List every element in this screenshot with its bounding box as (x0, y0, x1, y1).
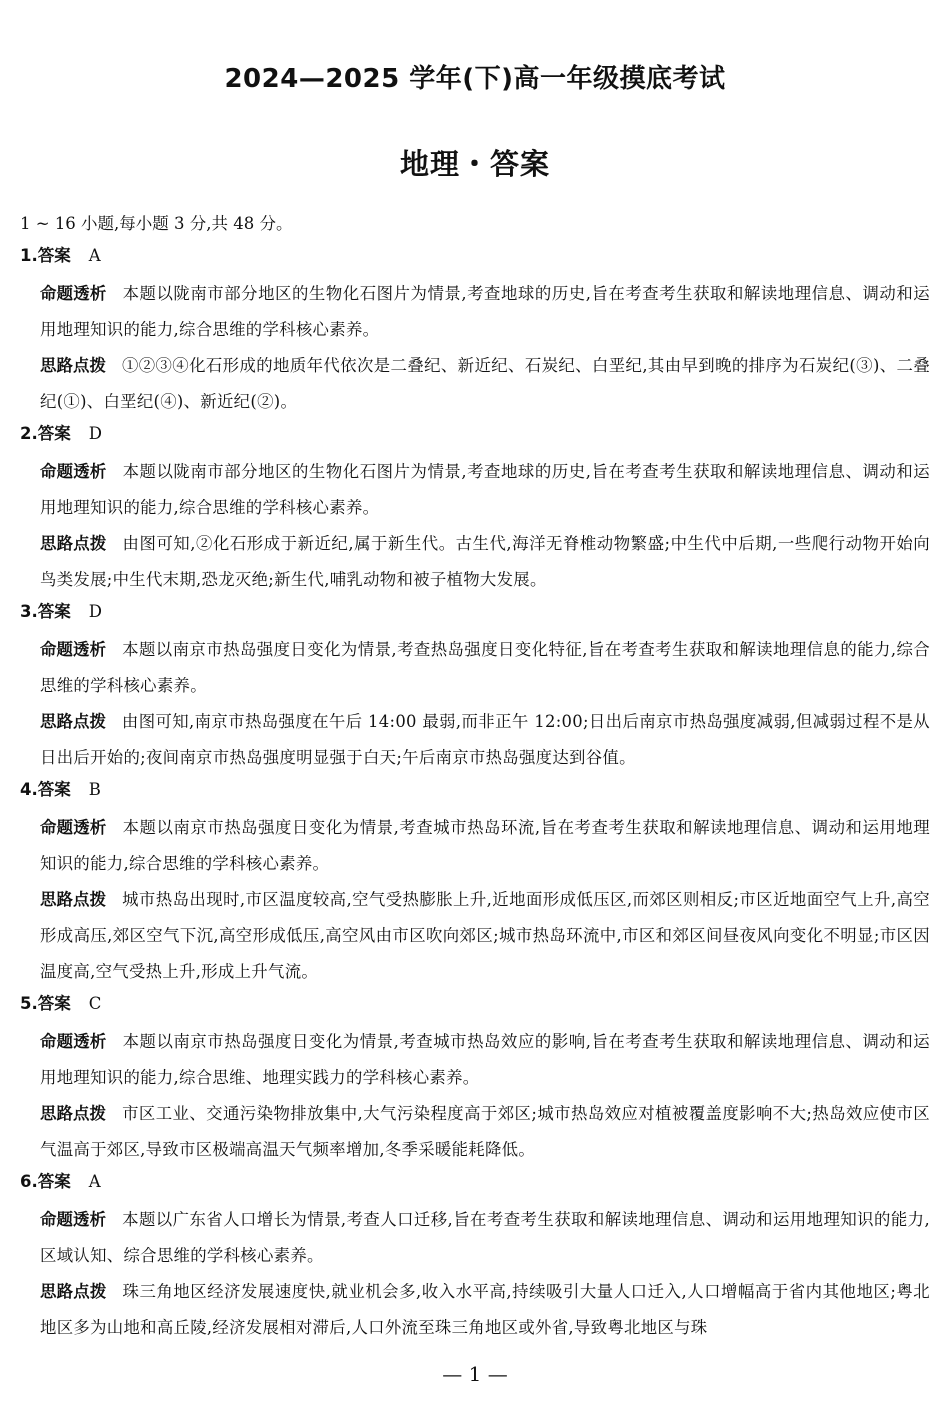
answer-label: 答案 (37, 602, 71, 621)
page-number: — 1 — (442, 1362, 508, 1386)
question-number: 3. (20, 602, 38, 621)
answer-choice: A (88, 246, 101, 265)
hint-text: ①②③④化石形成的地质年代依次是二叠纪、新近纪、石炭纪、白垩纪,其由早到晚的排序为石炭纪(③)、二叠纪(①)、白垩纪(④)、新近纪(②)。 (40, 356, 931, 411)
answer-choice: D (88, 424, 102, 443)
subject-title: 地理・答案 (399, 147, 550, 181)
answer-content (20, 212, 930, 1346)
hint-paragraph (20, 704, 930, 776)
analysis-label: 命题透析 (40, 1210, 107, 1229)
analysis-text: 本题以南京市热岛强度日变化为情景,考查热岛强度日变化特征,旨在考查考生获取和解读地理信息的能力,综合思维的学科核心素养。 (40, 640, 930, 695)
analysis-paragraph (20, 276, 930, 348)
question-number: 5. (20, 994, 38, 1013)
analysis-paragraph (20, 454, 930, 526)
exam-title: 2024—2025 学年(下)高一年级摸底考试 (224, 64, 726, 94)
question-item (20, 1170, 930, 1346)
answer-choice: A (88, 1172, 101, 1191)
answer-choice: C (88, 994, 102, 1013)
hint-paragraph (20, 348, 930, 420)
hint-label: 思路点拨 (40, 534, 107, 553)
answer-label: 答案 (37, 1172, 71, 1191)
hint-label: 思路点拨 (40, 712, 106, 731)
analysis-paragraph (20, 632, 930, 704)
hint-label: 思路点拨 (40, 1104, 107, 1123)
analysis-text: 本题以南京市热岛强度日变化为情景,考查城市热岛效应的影响,旨在考查考生获取和解读地理信息、调动和运用地理知识的能力,综合思维、地理实践力的学科核心素养。 (40, 1032, 930, 1087)
question-item (20, 992, 930, 1168)
analysis-paragraph (20, 810, 930, 882)
analysis-label: 命题透析 (40, 640, 107, 659)
question-number: 6. (20, 1172, 38, 1191)
hint-paragraph (20, 1274, 930, 1346)
question-item (20, 600, 930, 776)
analysis-label: 命题透析 (40, 462, 107, 481)
answer-label: 答案 (37, 994, 71, 1013)
analysis-text: 本题以陇南市部分地区的生物化石图片为情景,考查地球的历史,旨在考查考生获取和解读地理信息、调动和运用地理知识的能力,综合思维的学科核心素养。 (40, 284, 930, 339)
answer-choice: D (88, 602, 102, 621)
question-number: 2. (20, 424, 38, 443)
question-item (20, 244, 930, 420)
question-answer-line (20, 992, 930, 1016)
hint-paragraph (20, 882, 930, 990)
analysis-text: 本题以陇南市部分地区的生物化石图片为情景,考查地球的历史,旨在考查考生获取和解读地理信息、调动和运用地理知识的能力,综合思维的学科核心素养。 (40, 462, 930, 517)
answer-label: 答案 (37, 246, 71, 265)
question-answer-line (20, 600, 930, 624)
question-number: 4. (20, 780, 38, 799)
hint-text: 由图可知,南京市热岛强度在午后 14:00 最弱,而非正午 12:00;日出后南京市热岛强度减弱,但减弱过程不是从日出后开始的;夜间南京市热岛强度明显强于白天;午后南京市热岛强度达到谷值。 (40, 712, 930, 767)
analysis-paragraph (20, 1202, 930, 1274)
question-number: 1. (20, 246, 38, 265)
analysis-text: 本题以南京市热岛强度日变化为情景,考查城市热岛环流,旨在考查考生获取和解读地理信息、调动和运用地理知识的能力,综合思维的学科核心素养。 (40, 818, 930, 873)
question-answer-line (20, 1170, 930, 1194)
question-item (20, 422, 930, 598)
answer-label: 答案 (37, 424, 71, 443)
hint-label: 思路点拨 (40, 356, 106, 375)
hint-text: 城市热岛出现时,市区温度较高,空气受热膨胀上升,近地面形成低压区,而郊区则相反;市区近地面空气上升,高空形成高压,郊区空气下沉,高空形成低压,高空风由市区吹向郊区;城市热岛环流中,市区和郊区间昼夜风向变化不明显;市区因温度高,空气受热上升,形成上升气流。 (40, 890, 930, 981)
hint-paragraph (20, 526, 930, 598)
analysis-label: 命题透析 (40, 284, 107, 303)
answer-choice: B (88, 780, 101, 799)
hint-text: 市区工业、交通污染物排放集中,大气污染程度高于郊区;城市热岛效应对植被覆盖度影响不大;热岛效应使市区气温高于郊区,导致市区极端高温天气频率增加,冬季采暖能耗降低。 (40, 1104, 930, 1159)
hint-label: 思路点拨 (40, 890, 107, 909)
question-answer-line (20, 778, 930, 802)
analysis-paragraph (20, 1024, 930, 1096)
question-answer-line (20, 422, 930, 446)
analysis-text: 本题以广东省人口增长为情景,考查人口迁移,旨在考查考生获取和解读地理信息、调动和运用地理知识的能力,区域认知、综合思维的学科核心素养。 (40, 1210, 930, 1265)
hint-label: 思路点拨 (40, 1282, 107, 1301)
question-list (20, 244, 930, 1346)
hint-text: 珠三角地区经济发展速度快,就业机会多,收入水平高,持续吸引大量人口迁入,人口增幅高于省内其他地区;粤北地区多为山地和高丘陵,经济发展相对滞后,人口外流至珠三角地区或外省,导致粤北地区与珠 (40, 1282, 930, 1337)
analysis-label: 命题透析 (40, 818, 107, 837)
question-item (20, 778, 930, 990)
hint-paragraph (20, 1096, 930, 1168)
answer-label: 答案 (37, 780, 71, 799)
hint-text: 由图可知,②化石形成于新近纪,属于新生代。古生代,海洋无脊椎动物繁盛;中生代中后期,一些爬行动物开始向鸟类发展;中生代末期,恐龙灭绝;新生代,哺乳动物和被子植物大发展。 (40, 534, 930, 589)
question-answer-line (20, 244, 930, 268)
analysis-label: 命题透析 (40, 1032, 107, 1051)
scoring-intro: 1 ~ 16 小题,每小题 3 分,共 48 分。 (20, 214, 293, 233)
